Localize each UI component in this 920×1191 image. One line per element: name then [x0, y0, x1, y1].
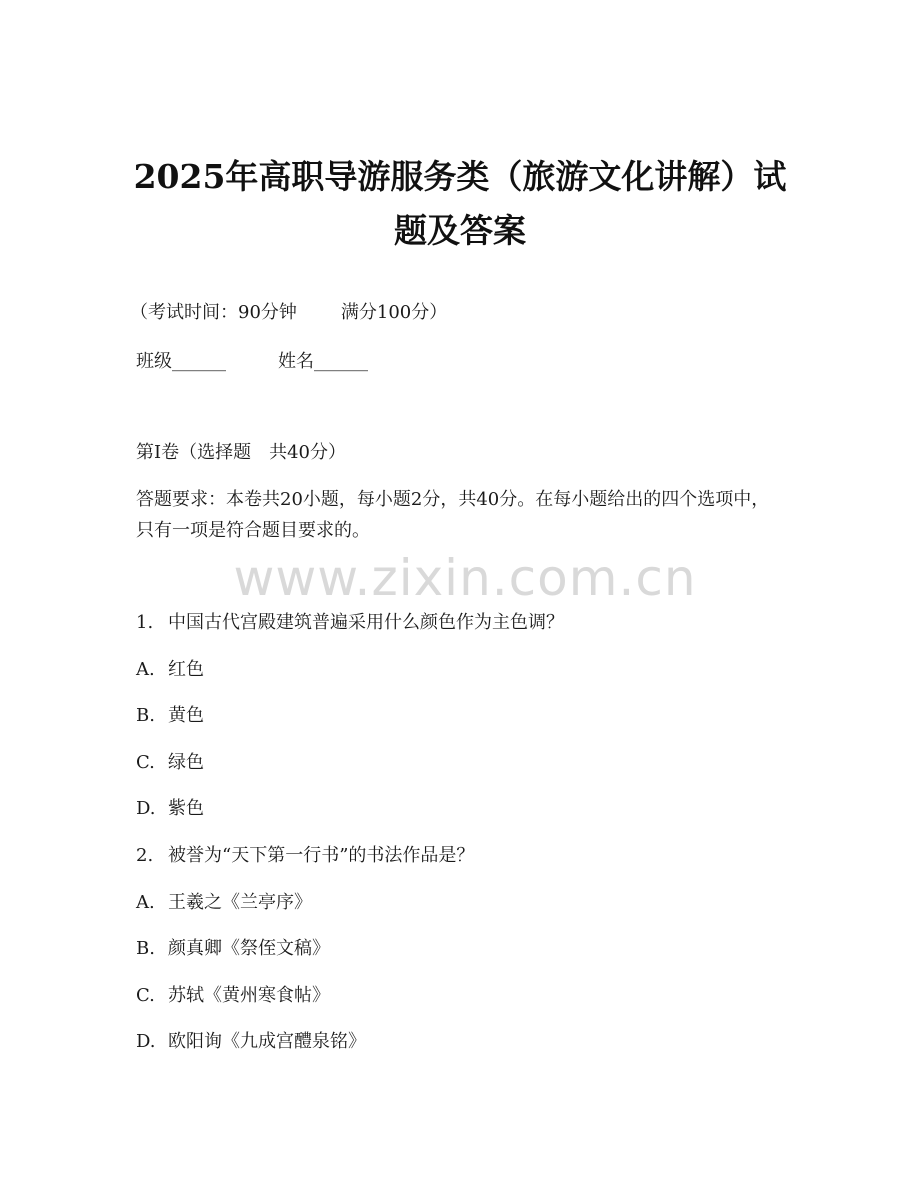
full-score: 满分100分）: [340, 302, 448, 323]
option-1d: [136, 794, 816, 841]
option-text: 苏轼《黄州寒食帖》: [168, 984, 330, 1006]
question-list: [136, 608, 816, 1074]
option-1c: [136, 748, 816, 795]
option-text: 欧阳询《九成宫醴泉铭》: [168, 1031, 366, 1053]
document-title: [100, 150, 820, 258]
option-letter: C.: [136, 984, 155, 1006]
option-letter: B.: [136, 938, 155, 960]
option-letter: A.: [136, 891, 155, 913]
instructions: 答题要求：本卷共20小题，每小题2分，共40分。在每小题给出的四个选项中，只有一项是符合题目要求的。: [136, 489, 770, 541]
student-fields: [136, 347, 368, 377]
title-line-2: 题及答案: [394, 211, 526, 250]
question-text: 中国古代宫殿建筑普遍采用什么颜色作为主色调？: [168, 612, 564, 633]
option-text: 紫色: [168, 798, 204, 820]
option-text: 王羲之《兰亭序》: [168, 891, 312, 913]
option-text: 红色: [168, 658, 204, 680]
question-number: 1.: [136, 612, 154, 633]
option-text: 绿色: [168, 751, 204, 773]
option-letter: D.: [136, 1031, 156, 1053]
option-text: 黄色: [168, 705, 204, 727]
option-2d: [136, 1027, 816, 1074]
option-text: 颜真卿《祭侄文稿》: [168, 938, 330, 960]
class-field: 班级______: [136, 351, 226, 372]
option-1a: [136, 655, 816, 702]
option-2a: [136, 888, 816, 935]
section-title: 第Ⅰ卷（选择题 共40分）: [136, 442, 347, 463]
question-2: [136, 841, 816, 888]
option-1b: [136, 701, 816, 748]
watermark: www.zixin.com.cn: [233, 549, 697, 607]
option-2c: [136, 981, 816, 1028]
option-letter: C.: [136, 751, 155, 773]
question-text: 被誉为“天下第一行书”的书法作品是？: [168, 844, 475, 866]
option-letter: D.: [136, 798, 156, 820]
question-number: 2.: [136, 844, 154, 866]
title-line-1: 2025年高职导游服务类（旅游文化讲解）试: [133, 157, 787, 196]
option-2b: [136, 934, 816, 981]
name-field: 姓名______: [278, 351, 368, 372]
option-letter: A.: [136, 658, 155, 680]
exam-info: [130, 298, 447, 328]
question-1: [136, 608, 816, 655]
option-letter: B.: [136, 705, 155, 727]
exam-time: （考试时间：90分钟: [130, 302, 297, 323]
